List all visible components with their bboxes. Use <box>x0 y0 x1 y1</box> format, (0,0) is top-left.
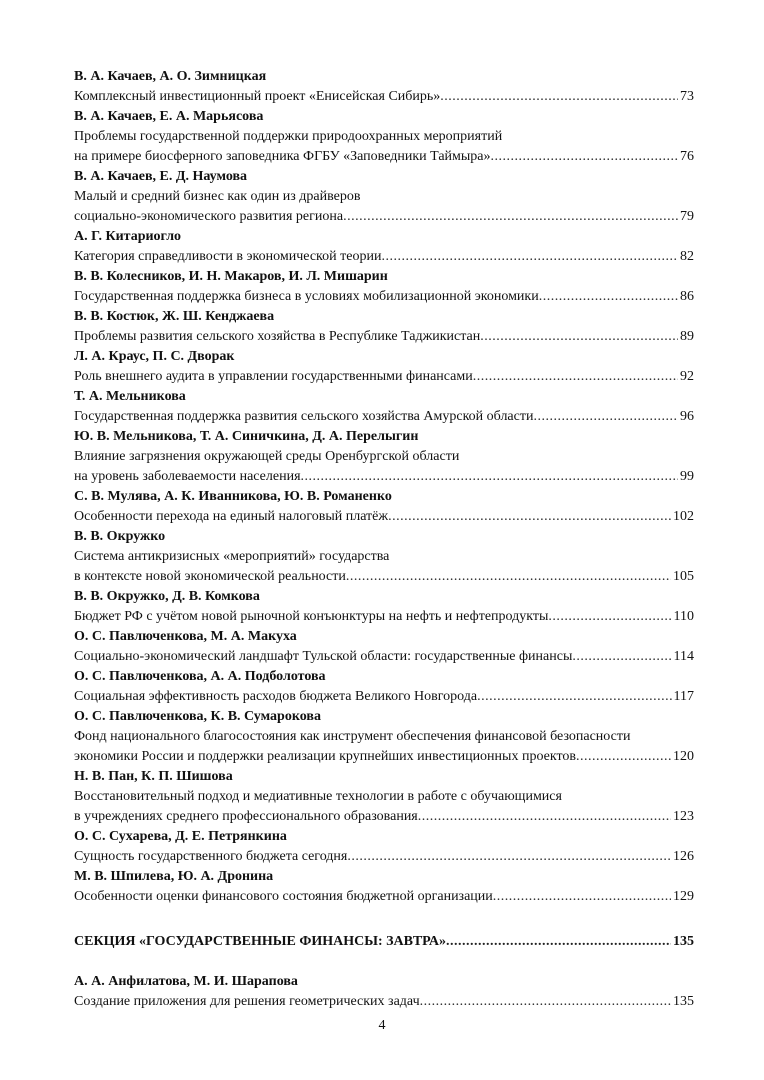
page-number: 4 <box>378 1018 386 1033</box>
dot-leader <box>420 992 671 1012</box>
entry-page: 73 <box>680 89 694 104</box>
toc-list <box>74 972 694 1012</box>
toc-entry <box>74 67 694 107</box>
entry-title-line <box>74 87 694 107</box>
toc-entry <box>74 107 694 167</box>
entry-page: 76 <box>680 149 694 164</box>
entry-title-line: Восстановительный подход и медиативные технологии в работе с обучающимися <box>74 789 562 804</box>
dot-leader <box>539 287 678 307</box>
entry-title-line <box>74 687 694 707</box>
toc-list <box>74 67 694 907</box>
dot-leader <box>572 647 671 667</box>
entry-title-text: Сущность государственного бюджета сегодня <box>74 849 348 864</box>
entry-title-line <box>74 887 694 907</box>
dot-leader <box>446 932 671 952</box>
entry-title-text: Социально-экономический ландшафт Тульской области: государственные финансы <box>74 649 573 664</box>
entry-authors: А. Г. Китариогло <box>74 229 182 244</box>
entry-page: 123 <box>673 809 694 824</box>
dot-leader <box>473 367 678 387</box>
entry-title-line <box>74 647 694 667</box>
entry-page: 135 <box>673 994 694 1009</box>
entry-authors: Н. В. Пан, К. П. Шишова <box>74 769 233 784</box>
toc-entry <box>74 627 694 667</box>
dot-leader <box>388 507 671 527</box>
entry-title-line <box>74 567 694 587</box>
toc-entry <box>74 767 694 827</box>
entry-title-text: Социальная эффективность расходов бюджета Великого Новгорода <box>74 689 478 704</box>
toc-entry <box>74 227 694 267</box>
entry-page: 79 <box>680 209 694 224</box>
entry-title-text: в учреждениях среднего профессионального образования <box>74 809 418 824</box>
entry-authors: В. А. Качаев, А. О. Зимницкая <box>74 69 267 84</box>
entry-page: 86 <box>680 289 694 304</box>
dot-leader <box>381 247 678 267</box>
entry-title-line <box>74 507 694 527</box>
entry-page: 102 <box>673 509 694 524</box>
entry-title-line <box>74 807 694 827</box>
entry-authors: В. В. Окружко, Д. В. Комкова <box>74 589 260 604</box>
entry-title-line <box>74 207 694 227</box>
entry-title-line <box>74 147 694 167</box>
entry-title-text: Создание приложения для решения геометрических задач <box>74 994 420 1009</box>
entry-title-text: Проблемы развития сельского хозяйства в Республике Таджикистан <box>74 329 481 344</box>
entry-authors: В. В. Костюк, Ж. Ш. Кенджаева <box>74 309 275 324</box>
entry-title-line <box>74 287 694 307</box>
entry-authors: А. А. Анфилатова, М. И. Шарапова <box>74 974 298 989</box>
entry-title-line <box>74 747 694 767</box>
entry-title-text: в контексте новой экономической реальности <box>74 569 346 584</box>
toc-entry <box>74 387 694 427</box>
toc-entry <box>74 587 694 627</box>
entry-title-line <box>74 407 694 427</box>
entry-title-line <box>74 247 694 267</box>
entry-page: 89 <box>680 329 694 344</box>
dot-leader <box>347 847 671 867</box>
entry-page: 105 <box>673 569 694 584</box>
entry-title-line: Система антикризисных «мероприятий» государства <box>74 549 390 564</box>
dot-leader <box>343 207 678 227</box>
section-title: СЕКЦИЯ «ГОСУДАРСТВЕННЫЕ ФИНАНСЫ: ЗАВТРА» <box>74 934 447 949</box>
toc-entry <box>74 167 694 227</box>
entry-title-text: Государственная поддержка развития сельского хозяйства Амурской области <box>74 409 534 424</box>
entry-title-line: Проблемы государственной поддержки природоохранных мероприятий <box>74 129 503 144</box>
entry-authors: В. В. Колесников, И. Н. Макаров, И. Л. Мишарин <box>74 269 388 284</box>
entry-page: 110 <box>673 609 694 624</box>
entry-authors: О. С. Павлюченкова, М. А. Макуха <box>74 629 297 644</box>
entry-title-text: социально-экономического развития региона <box>74 209 344 224</box>
entry-title-line <box>74 607 694 627</box>
entry-authors: Т. А. Мельникова <box>74 389 186 404</box>
toc-entry <box>74 827 694 867</box>
entry-title-text: Особенности оценки финансового состояния бюджетной организации <box>74 889 493 904</box>
dot-leader <box>491 147 678 167</box>
section-heading <box>74 932 694 952</box>
dot-leader <box>493 887 671 907</box>
dot-leader <box>418 807 671 827</box>
entry-authors: М. В. Шпилева, Ю. А. Дронина <box>74 869 274 884</box>
toc-entry <box>74 427 694 487</box>
entry-title-text: Государственная поддержка бизнеса в условиях мобилизационной экономики <box>74 289 539 304</box>
toc-entry <box>74 307 694 347</box>
dot-leader <box>477 687 671 707</box>
dot-leader <box>548 607 671 627</box>
entry-page: 126 <box>673 849 694 864</box>
toc-entry <box>74 667 694 707</box>
toc-entry <box>74 487 694 527</box>
entry-title-text: Особенности перехода на единый налоговый платёж <box>74 509 389 524</box>
toc-entry <box>74 267 694 307</box>
entry-page: 92 <box>680 369 694 384</box>
dot-leader <box>480 327 678 347</box>
dot-leader <box>576 747 671 767</box>
dot-leader <box>301 467 678 487</box>
entry-title-line: Малый и средний бизнес как один из драйверов <box>74 189 361 204</box>
entry-title-text: экономики России и поддержки реализации крупнейших инвестиционных проектов <box>74 749 576 764</box>
entry-title-text: на уровень заболеваемости населения <box>74 469 301 484</box>
toc-entry <box>74 707 694 767</box>
entry-authors: В. А. Качаев, Е. А. Марьясова <box>74 109 264 124</box>
entry-page: 120 <box>673 749 694 764</box>
entry-title-line <box>74 847 694 867</box>
entry-page: 99 <box>680 469 694 484</box>
entry-title-text: Роль внешнего аудита в управлении государственными финансами <box>74 369 473 384</box>
toc-entry <box>74 527 694 587</box>
entry-title-line <box>74 367 694 387</box>
section-page: 135 <box>673 934 694 949</box>
toc-entry <box>74 867 694 907</box>
toc-entry <box>74 347 694 387</box>
entry-title-line <box>74 327 694 347</box>
entry-title-text: на примере биосферного заповедника ФГБУ «Заповедники Таймыра» <box>74 149 491 164</box>
entry-title-text: Комплексный инвестиционный проект «Енисейская Сибирь» <box>74 89 441 104</box>
entry-authors: Л. А. Краус, П. С. Дворак <box>74 349 235 364</box>
entry-title-line <box>74 992 694 1012</box>
entry-authors: В. А. Качаев, Е. Д. Наумова <box>74 169 248 184</box>
dot-leader <box>440 87 678 107</box>
entry-authors: О. С. Павлюченкова, А. А. Подболотова <box>74 669 326 684</box>
entry-page: 96 <box>680 409 694 424</box>
table-of-contents <box>74 67 694 1012</box>
entry-page: 114 <box>673 649 694 664</box>
entry-title-line: Фонд национального благосостояния как инструмент обеспечения финансовой безопасности <box>74 729 631 744</box>
entry-title-text: Категория справедливости в экономической теории <box>74 249 382 264</box>
toc-entry <box>74 972 694 1012</box>
entry-title-line: Влияние загрязнения окружающей среды Оренбургской области <box>74 449 460 464</box>
dot-leader <box>346 567 671 587</box>
dot-leader <box>533 407 678 427</box>
entry-page: 82 <box>680 249 694 264</box>
entry-authors: О. С. Сухарева, Д. Е. Петрянкина <box>74 829 287 844</box>
entry-title-line <box>74 467 694 487</box>
entry-authors: В. В. Окружко <box>74 529 166 544</box>
entry-title-text: Бюджет РФ с учётом новой рыночной конъюнктуры на нефть и нефтепродукты <box>74 609 549 624</box>
entry-authors: О. С. Павлюченкова, К. В. Сумарокова <box>74 709 321 724</box>
entry-authors: С. В. Мулява, А. К. Иванникова, Ю. В. Романенко <box>74 489 392 504</box>
entry-page: 117 <box>673 689 694 704</box>
entry-page: 129 <box>673 889 694 904</box>
entry-authors: Ю. В. Мельникова, Т. А. Синичкина, Д. А. Перелыгин <box>74 429 419 444</box>
